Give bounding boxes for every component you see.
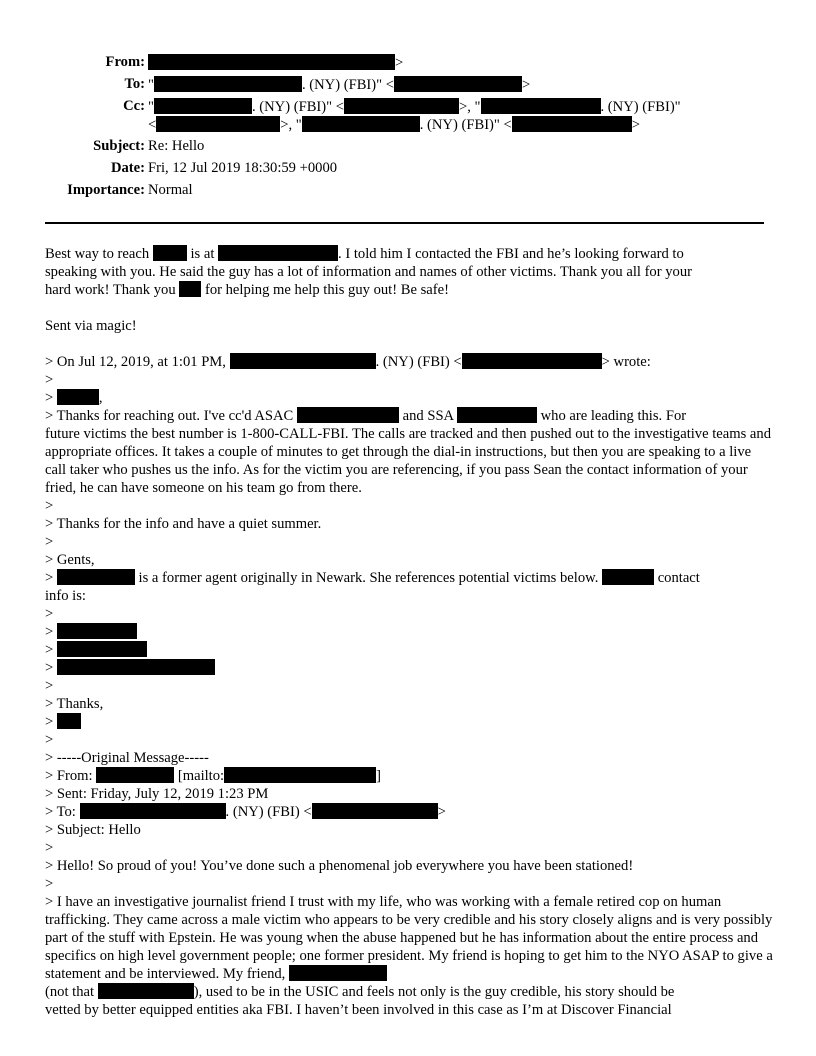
- cc-value-line1: " . (NY) (FBI)" < >, " . (NY) (FBI)": [148, 99, 681, 115]
- reply-paragraph: Best way to reach is at . I told him I contacted the FBI and he’s looking forward to speaking with you. He said the guy has a lot of information and names of other victims. Thank you all for your hard work! Thank you for helping me help this guy out! Be safe!: [45, 246, 692, 298]
- signature: Sent via magic!: [45, 318, 137, 334]
- redaction: [457, 407, 537, 423]
- to-label: To:: [124, 76, 145, 92]
- redaction: [344, 98, 459, 114]
- redaction: [394, 76, 522, 92]
- quoted-thread: > On Jul 12, 2019, at 1:01 PM, . (NY) (FBI) < > wrote: > > , > Thanks for reaching out. I've cc'd ASAC and SSA who are leading this. For future victims the best number is 1-800-CALL-FBI. The calls are tracked and then pushed out to the investigative teams and appropriate offices. It takes a couple of minutes to get through the dial-in instructions, but then you are speaking to a live call taker who pushes us the info. As for the victim you are referencing, if you pass Sean the contact information of your fried, he can have someone on his team go from there. > > Thanks for the info and have a quiet summer. > > Gents, > is a former agent originally in Newark. She references potential victims below. contact info is: > > > > > > Thanks, > > > -----Original Message----- > From: [mailto: ] > Sent: Friday, July 12, 2019 1:23 PM > To: . (NY) (FBI) < > > Subject: Hello > > Hello! So proud of you! You’ve done such a phenomenal job everywhere you have been stationed! > > I have an investigative journalist friend I trust with my life, who was working with a female retired cop on human trafficking. They came across a male victim who appears to be very credible and his story closely aligns and is very possibly part of the stuff with Epstein. He was young when the abuse happened but he has information about the entire process and specifics on high level government people; one former president. My friend is hoping to get him to the NYO ASAP to give a statement and be interviewed. My friend, (not that ), used to be in the USIC and feels not only is the guy credible, his story should be vetted by better equipped entities aka FBI. I haven’t been involved in this case as I’m at Discover Financial: [45, 354, 773, 1018]
- redaction: [57, 713, 81, 729]
- cc-label: Cc:: [123, 98, 145, 114]
- redaction: [602, 569, 654, 585]
- email-body: [45, 245, 773, 299]
- redaction: [312, 803, 438, 819]
- redaction: [57, 641, 147, 657]
- header-divider: [45, 222, 764, 224]
- redaction: [224, 767, 376, 783]
- redaction: [96, 767, 174, 783]
- redaction: [154, 98, 252, 114]
- redaction: [57, 389, 99, 405]
- date-value: Fri, 12 Jul 2019 18:30:59 +0000: [148, 160, 338, 176]
- redaction: [218, 245, 338, 261]
- redaction: [289, 965, 387, 981]
- redaction: [148, 54, 395, 70]
- redaction: [230, 353, 376, 369]
- redaction: [302, 116, 420, 132]
- cc-value-line2: < >, " . (NY) (FBI)" < >: [148, 117, 640, 133]
- subject-value: Re: Hello: [148, 138, 205, 154]
- redaction: [512, 116, 632, 132]
- redaction: [57, 569, 135, 585]
- importance-label: Importance:: [67, 182, 145, 198]
- redaction: [462, 353, 602, 369]
- importance-value: Normal: [148, 182, 193, 198]
- date-label: Date:: [110, 160, 145, 176]
- redaction: [481, 98, 601, 114]
- redaction: [98, 983, 194, 999]
- redaction: [179, 281, 201, 297]
- redaction: [153, 245, 187, 261]
- redaction: [57, 659, 215, 675]
- subject-label: Subject:: [93, 138, 145, 154]
- redaction: [57, 623, 137, 639]
- from-value: >: [148, 54, 403, 72]
- redaction: [297, 407, 399, 423]
- redaction: [80, 803, 226, 819]
- redaction: [154, 76, 302, 92]
- redaction: [156, 116, 280, 132]
- from-label: From:: [105, 54, 145, 70]
- to-value: " . (NY) (FBI)" < >: [148, 77, 531, 93]
